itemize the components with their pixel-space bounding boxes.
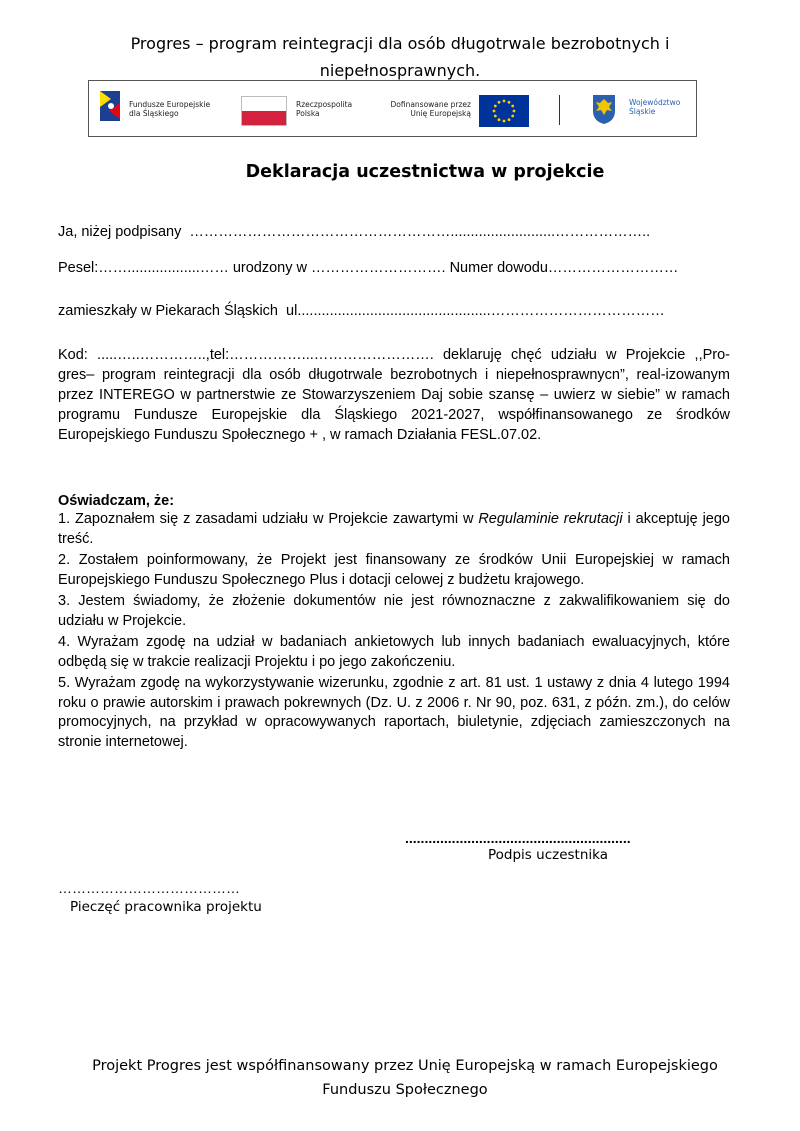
participant-signature-line: .......................................................... (405, 830, 631, 846)
fe-logo-text-line1: Fundusze Europejskie (129, 100, 211, 109)
item1-text-start: 1. Zapoznałem się z zasadami udziału w Projekcie zawartymi w (58, 511, 479, 527)
logo-separator (559, 95, 560, 125)
item1-italic-text: Regulaminie rekrutacji (478, 511, 623, 527)
address-line: zamieszkały w Piekarach Śląskich ul................................................……………………………… (58, 303, 665, 319)
staff-stamp-label: Pieczęć pracownika projektu (70, 899, 262, 915)
declaration-heading: Oświadczam, że: (58, 493, 175, 509)
ws-logo-text (629, 98, 680, 116)
eu-logo-text (381, 100, 471, 118)
page-footer (60, 1054, 750, 1102)
eu-logo-text-line1: Dofinansowane przez (390, 100, 471, 109)
polish-flag-icon (241, 96, 287, 126)
item1-text-end: i akceptuję jego treść. (58, 511, 730, 547)
footer-line2: Funduszu Społecznego (322, 1082, 488, 1098)
fundusze-europejskie-logo-icon (97, 89, 123, 123)
declaration-item-4: 4. Wyrażam zgodę na udział w badaniach ankietowych lub innych badaniach ewaluacyjnych, które odbędą się w trakcie realizacji Projektu i po jego zakończeniu. (58, 634, 730, 670)
pesel-line: Pesel:……..................…… urodzony w ………………………. Numer dowodu……………………… (58, 260, 679, 276)
staff-stamp-line: ………………………………… (58, 880, 240, 896)
participation-declaration-paragraph: Kod: .....…..…………..,tel:……………...……………………. deklaruję chęć udziału w Projekcie ,,Pro-gres– program reintegracji dla osób długotrwale bezrobotnych i niepełnosprawnycn”, real-izowanym przez INTEREGO w partnerstwie ze Stowarzyszeniem Daj sobie szansę – uwierz w siebie” w ramach programu Fundusze Europejskie dla Śląskiego 2021-2027, współfinansowanego ze środków Europejskiego Funduszu Społecznego + , w ramach Działania FESL.07.02. (58, 347, 730, 443)
name-line: Ja, niżej podpisany ………………………………………………..........................……………….. (58, 224, 655, 240)
rp-logo-text (296, 100, 352, 118)
rp-logo-text-line1: Rzeczpospolita (296, 100, 353, 109)
header-title-line2: niepełnosprawnych. (319, 61, 481, 80)
declaration-item-1 (58, 510, 730, 549)
rp-logo-text-line2: Polska (296, 109, 320, 118)
declaration-item-2: 2. Zostałem poinformowany, że Projekt jest finansowany ze środków Unii Europejskiej w ramach Europejskiego Funduszu Społecznego Plus i dotacji celowej z budżetu krajowego. (58, 552, 730, 588)
declaration-item-5: 5. Wyrażam zgodę na wykorzystywanie wizerunku, zgodnie z art. 81 ust. 1 ustawy z dnia 4 lutego 1994 roku o prawie autorskim i prawach pokrewnych (Dz. U. z 2006 r. Nr 90, poz. 631, z późn. zm.), do celów promocyjnych, na przykład w opracowywanych raportach, biuletynie, zdjęciach zamieszczonych na stronie internetowej. (58, 675, 730, 750)
participant-signature-label: Podpis uczestnika (488, 847, 608, 863)
fe-logo-text-line2: dla Śląskiego (129, 109, 179, 118)
eu-logo-text-line2: Unię Europejską (410, 109, 471, 118)
footer-line1: Projekt Progres jest współfinansowany przez Unię Europejską w ramach Europejskiego (92, 1058, 718, 1074)
ws-logo-text-line2: Śląskie (629, 107, 656, 116)
funding-logos-bar (88, 80, 697, 137)
ws-logo-text-line1: Województwo (629, 98, 681, 107)
slaskie-coat-of-arms-icon (591, 93, 617, 125)
document-title: Deklaracja uczestnictwa w projekcie (245, 162, 605, 182)
page-header-title (60, 30, 740, 84)
declaration-list (58, 510, 730, 754)
header-title-line1: Progres – program reintegracji dla osób długotrwale bezrobotnych i (130, 34, 670, 53)
fe-logo-text (129, 100, 210, 118)
declaration-item-3: 3. Jestem świadomy, że złożenie dokumentów nie jest równoznaczne z zakwalifikowaniem się do udziału w Projekcie. (58, 593, 730, 629)
eu-flag-icon (479, 95, 529, 127)
